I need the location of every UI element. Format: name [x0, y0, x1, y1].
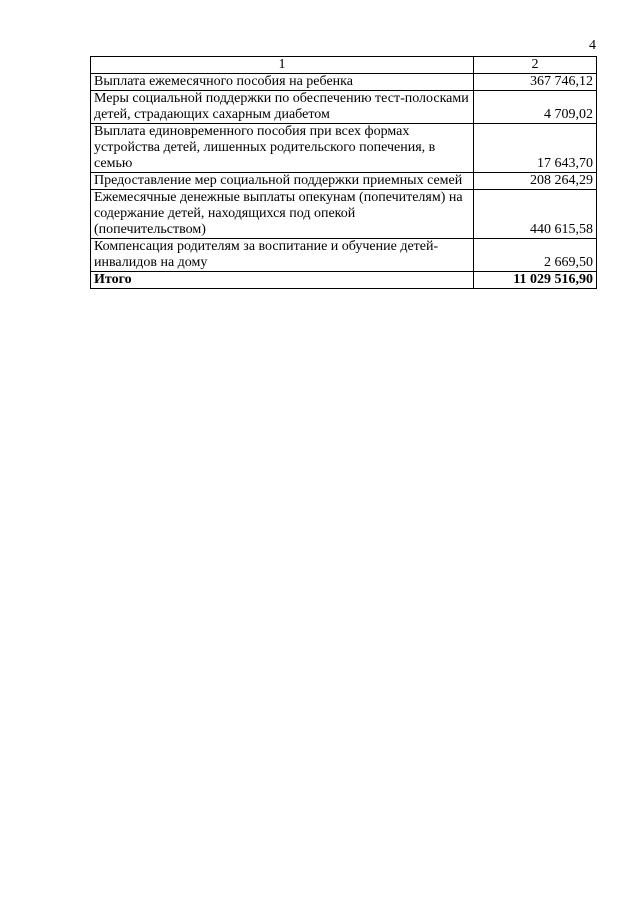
row-sum: 208 264,29 — [474, 173, 597, 190]
row-name: Предоставление мер социальной поддержки приемных семей — [91, 173, 474, 190]
row-name: Компенсация родителям за воспитание и обучение детей-инвалидов на дому — [91, 239, 474, 272]
column-header-2: 2 — [474, 57, 597, 74]
row-name: Выплата ежемесячного пособия на ребенка — [91, 74, 474, 91]
total-sum: 11 029 516,90 — [474, 272, 597, 289]
row-sum: 17 643,70 — [474, 124, 597, 173]
row-name: Выплата единовременного пособия при всех формах устройства детей, лишенных родительского попечения, в семью — [91, 124, 474, 173]
row-name: Ежемесячные денежные выплаты опекунам (попечителям) на содержание детей, находящихся под опекой (попечительством) — [91, 190, 474, 239]
table-row — [91, 173, 597, 190]
row-sum: 367 746,12 — [474, 74, 597, 91]
page-number: 4 — [589, 38, 596, 53]
table-row — [91, 190, 597, 239]
table-row — [91, 124, 597, 173]
budget-table — [90, 56, 597, 289]
row-sum: 4 709,02 — [474, 91, 597, 124]
row-sum: 2 669,50 — [474, 239, 597, 272]
table-header-row — [91, 57, 597, 74]
table-row — [91, 239, 597, 272]
table-row — [91, 74, 597, 91]
row-sum: 440 615,58 — [474, 190, 597, 239]
row-name: Меры социальной поддержки по обеспечению тест-полосками детей, страдающих сахарным диабетом — [91, 91, 474, 124]
table-row — [91, 91, 597, 124]
total-label: Итого — [91, 272, 474, 289]
column-header-1: 1 — [91, 57, 474, 74]
total-row — [91, 272, 597, 289]
